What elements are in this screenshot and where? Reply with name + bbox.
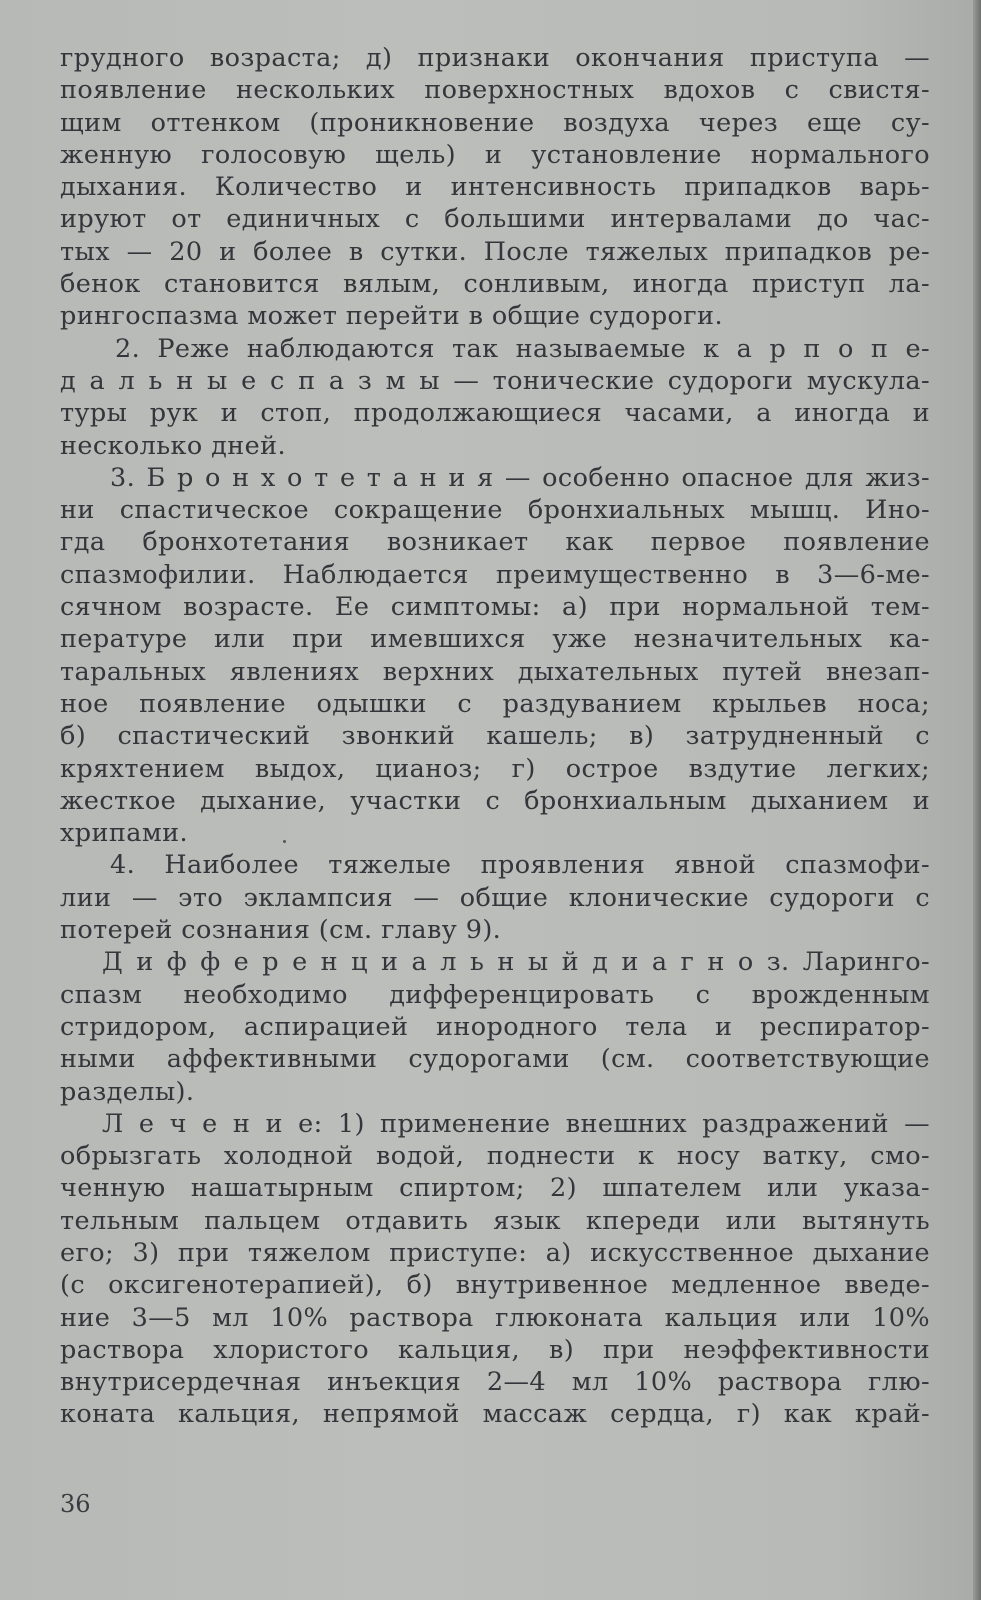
treatment-line: внутрисердечная инъекция 2—4 мл 10% раствора глю- <box>60 1367 930 1398</box>
text-line: дыхания. Количество и интенсивность припадков варь- <box>60 172 930 203</box>
treatment-line: коната кальция, непрямой массаж сердца, г) как край- <box>60 1399 930 1430</box>
diff-diagnosis-line: разделы). <box>60 1076 195 1107</box>
paragraph-4-line: потерей сознания (см. главу 9). <box>60 915 502 946</box>
text-line: грудного возраста; д) признаки окончания приступа — <box>60 43 930 73</box>
paragraph-3-line: пературе или при имевшихся уже незначительных ка- <box>60 624 930 655</box>
text-line: женную голосовую щель) и установление нормального <box>60 139 930 170</box>
print-speck <box>283 840 286 843</box>
treatment-line: раствора хлористого кальция, в) при неэффективности <box>60 1334 930 1365</box>
paragraph-3-line: жесткое дыхание, участки с бронхиальным дыханием и <box>60 785 930 816</box>
page-edge-shadow <box>973 0 981 1600</box>
treatment-line: ченную нашатырным спиртом; 2) шпателем или указа- <box>60 1173 930 1204</box>
paragraph-4-line: лии — это эклампсия — общие клонические судороги с <box>60 882 930 913</box>
paragraph-3-line: сячном возрасте. Ее симптомы: а) при нормальной тем- <box>60 592 930 623</box>
paragraph-2-line: несколько дней. <box>60 430 287 461</box>
paragraph-3-line: кряхтением выдох, цианоз; г) острое вздутие легких; <box>60 753 930 784</box>
diff-diagnosis-line: стридором, аспирацией инородного тела и респиратор- <box>60 1011 930 1042</box>
paragraph-3-line: гда бронхотетания возникает как первое появление <box>60 527 930 558</box>
paragraph-3-line: хрипами. <box>60 818 189 849</box>
paragraph-3-line: ное появление одышки с раздуванием крыльев носа; <box>60 688 930 719</box>
paragraph-3-line: ни спастическое сокращение бронхиальных мышц. Ино- <box>60 495 930 526</box>
diff-diagnosis-line: Д и ф ф е р е н ц и а л ь н ы й д и а г н о з. Ларинго- <box>102 947 930 978</box>
text-line: ируют от единичных с большими интервалами до час- <box>60 204 930 235</box>
diff-diagnosis-line: ными аффективными судорогами (см. соответствующие <box>60 1044 930 1075</box>
treatment-line: его; 3) при тяжелом приступе: а) искусственное дыхание <box>60 1237 930 1268</box>
text-line: щим оттенком (проникновение воздуха через еще су- <box>60 107 930 138</box>
treatment-line: Л е ч е н и е: 1) применение внешних раздражений — <box>102 1108 930 1139</box>
body-text <box>60 42 930 1431</box>
paragraph-2-line: д а л ь н ы е с п а з м ы — тонические судороги мускула- <box>60 365 930 396</box>
page-number: 36 <box>60 1490 91 1518</box>
diff-diagnosis-line: спазм необходимо дифференцировать с врожденным <box>60 979 930 1010</box>
paragraph-2-line: 2. Реже наблюдаются так называемые к а р п о п е- <box>115 333 930 364</box>
paragraph-2-line: туры рук и стоп, продолжающиеся часами, а иногда и <box>60 398 930 429</box>
paragraph-4-line: 4. Наиболее тяжелые проявления явной спазмофи- <box>110 850 930 881</box>
treatment-line: ние 3—5 мл 10% раствора глюконата кальция или 10% <box>60 1302 930 1333</box>
paragraph-3-line: б) спастический звонкий кашель; в) затрудненный с <box>60 721 930 752</box>
paragraph-3-line: 3. Б р о н х о т е т а н и я — особенно опасное для жиз- <box>110 462 930 493</box>
text-line: тых — 20 и более в сутки. После тяжелых припадков ре- <box>60 236 930 267</box>
treatment-line: (с оксигенотерапией), б) внутривенное медленное введе- <box>60 1270 930 1301</box>
text-line: рингоспазма может перейти в общие судороги. <box>60 301 723 332</box>
paragraph-3-line: спазмофилии. Наблюдается преимущественно в 3—6-ме- <box>60 559 930 590</box>
treatment-line: тельным пальцем отдавить язык кпереди или вытянуть <box>60 1205 930 1236</box>
paragraph-3-line: таральных явлениях верхних дыхательных путей внезап- <box>60 656 930 687</box>
treatment-line: обрызгать холодной водой, поднести к носу ватку, смо- <box>60 1141 930 1172</box>
text-line: появление нескольких поверхностных вдохов с свистя- <box>60 75 930 106</box>
text-line: бенок становится вялым, сонливым, иногда приступ ла- <box>60 269 930 300</box>
